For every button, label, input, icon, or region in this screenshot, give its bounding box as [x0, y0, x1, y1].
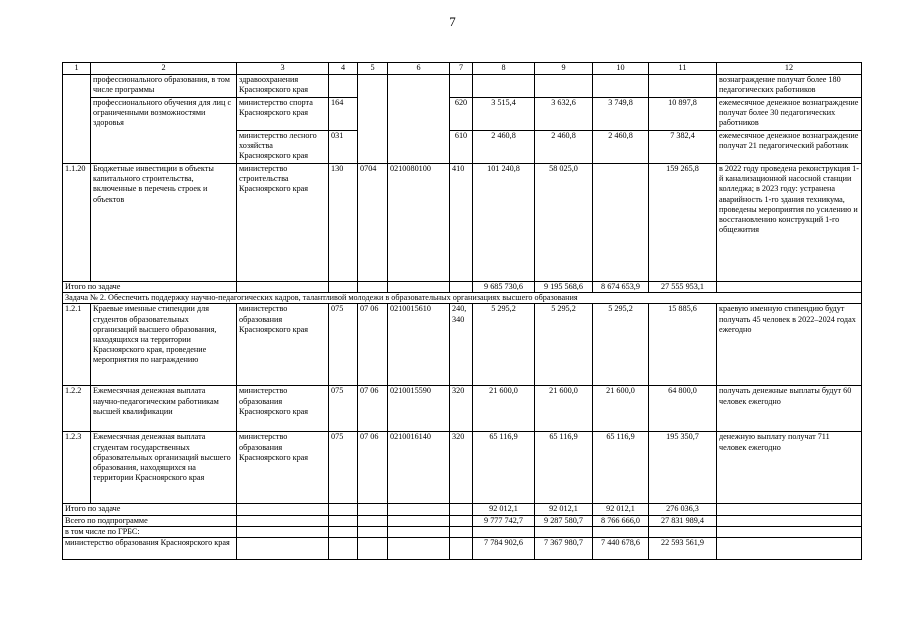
header-cell: 2 [91, 63, 237, 75]
page-number: 7 [449, 14, 456, 29]
header-row [63, 63, 862, 75]
cell-value: 65 116,9 [473, 432, 535, 504]
cell-result: в 2022 году проведена реконструкция 1-й канализационной насосной станции колледжа; в 2023 году: устранена аварийность 1-го здания техникума, проведены мероприятия по усилению и восстановлению конструкций 1-го общежития [717, 164, 862, 282]
cell-result: вознаграждение получат более 180 педагогических работников [717, 75, 862, 98]
cell-value: 65 116,9 [593, 432, 649, 504]
total-value: 92 012,1 [473, 504, 535, 515]
cell-result: денежную выплату получат 711 человек ежегодно [717, 432, 862, 504]
total-value: 7 440 678,6 [593, 538, 649, 560]
total-label: в том числе по ГРБС: [63, 526, 237, 537]
cell-vr: 410 [450, 164, 473, 282]
header-cell: 4 [329, 63, 358, 75]
table-row [63, 98, 862, 131]
cell-vr: 320 [450, 386, 473, 432]
table-row [63, 75, 862, 98]
cell-result: ежемесячное денежное вознаграждение получат 21 педагогический работник [717, 131, 862, 164]
table-row [63, 304, 862, 386]
cell-grbs: здравоохранения Красноярского края [237, 75, 329, 98]
total-row [63, 526, 862, 537]
total-row [63, 504, 862, 515]
cell-rzpr: 07 06 [358, 432, 388, 504]
cell-grbs: министерство строительства Красноярского края [237, 164, 329, 282]
cell-grbs: министерство образования Красноярского края [237, 386, 329, 432]
total-label: министерство образования Красноярского края [63, 538, 237, 560]
cell-value: 2 460,8 [473, 131, 535, 164]
budget-table [62, 62, 862, 560]
total-value: 92 012,1 [593, 504, 649, 515]
total-value: 27 831 989,4 [649, 515, 717, 526]
cell-value: 5 295,2 [535, 304, 593, 386]
table-row [63, 386, 862, 432]
cell-value [593, 164, 649, 282]
cell-csr: 0210080100 [388, 164, 450, 282]
cell-grbs: министерство образования Красноярского края [237, 432, 329, 504]
header-cell: 8 [473, 63, 535, 75]
total-value: 9 195 568,6 [535, 282, 593, 293]
cell-rzpr: 07 06 [358, 386, 388, 432]
cell-code: 130 [329, 164, 358, 282]
cell-value: 2 460,8 [593, 131, 649, 164]
cell-value: 15 885,6 [649, 304, 717, 386]
cell-name: Ежемесячная денежная выплата студентам государственных образовательных организаций высшего образования, находящихся на территории Красноярского края [91, 432, 237, 504]
cell-value: 5 295,2 [593, 304, 649, 386]
cell-rzpr: 07 06 [358, 304, 388, 386]
total-value: 8 766 666,0 [593, 515, 649, 526]
cell-value: 21 600,0 [473, 386, 535, 432]
table-row [63, 432, 862, 504]
total-value: 7 367 980,7 [535, 538, 593, 560]
total-row [63, 538, 862, 560]
cell-result: краевую именную стипендию будут получать 45 человек в 2022–2024 годах ежегодно [717, 304, 862, 386]
cell-csr: 0210015610 [388, 304, 450, 386]
cell-value: 3 515,4 [473, 98, 535, 131]
cell-grbs: министерство образования Красноярского края [237, 304, 329, 386]
total-label: Итого по задаче [63, 282, 237, 293]
total-row [63, 282, 862, 293]
cell-value: 21 600,0 [535, 386, 593, 432]
cell-value: 7 382,4 [649, 131, 717, 164]
header-cell: 9 [535, 63, 593, 75]
total-value: 8 674 653,9 [593, 282, 649, 293]
cell-name: профессионального обучения для лиц с ограниченными возможностями здоровья [91, 98, 237, 164]
cell-value: 21 600,0 [593, 386, 649, 432]
cell-grbs: министерство спорта Красноярского края [237, 98, 329, 131]
cell-number: 1.2.2 [63, 386, 91, 432]
total-value: 9 685 730,6 [473, 282, 535, 293]
header-cell: 12 [717, 63, 862, 75]
cell-code: 075 [329, 432, 358, 504]
header-cell: 6 [388, 63, 450, 75]
cell-value: 195 350,7 [649, 432, 717, 504]
cell-vr: 620 [450, 98, 473, 131]
cell-value: 5 295,2 [473, 304, 535, 386]
total-label: Итого по задаче [63, 504, 237, 515]
cell-name: Краевые именные стипендии для студентов образовательных организаций высшего образования, находящихся на территории Красноярского края, проведение мероприятия по награждению [91, 304, 237, 386]
header-cell: 5 [358, 63, 388, 75]
task-heading-row [63, 293, 862, 304]
cell-value: 3 632,6 [535, 98, 593, 131]
cell-name: Бюджетные инвестиции в объекты капитального строительства, включенные в перечень строек и объектов [91, 164, 237, 282]
total-label: Всего по подпрограмме [63, 515, 237, 526]
cell-result: ежемесячное денежное вознаграждение получат более 30 педагогических работников [717, 98, 862, 131]
table-row [63, 164, 862, 282]
cell-csr: 0210016140 [388, 432, 450, 504]
cell-csr: 0210015590 [388, 386, 450, 432]
total-value: 27 555 953,1 [649, 282, 717, 293]
cell-grbs: министерство лесного хозяйства Красноярского края [237, 131, 329, 164]
cell-value: 58 025,0 [535, 164, 593, 282]
total-value: 9 777 742,7 [473, 515, 535, 526]
cell-number: 1.1.20 [63, 164, 91, 282]
cell-rzpr: 0704 [358, 164, 388, 282]
total-value: 276 036,3 [649, 504, 717, 515]
cell-value: 64 800,0 [649, 386, 717, 432]
total-value: 92 012,1 [535, 504, 593, 515]
cell-number: 1.2.1 [63, 304, 91, 386]
task-heading: Задача № 2. Обеспечить поддержку научно-педагогических кадров, талантливой молодежи в образовательных организациях высшего образования [63, 293, 862, 304]
total-row [63, 515, 862, 526]
cell-vr: 240, 340 [450, 304, 473, 386]
cell-value: 159 265,8 [649, 164, 717, 282]
header-cell: 7 [450, 63, 473, 75]
total-value: 7 784 902,6 [473, 538, 535, 560]
total-value: 22 593 561,9 [649, 538, 717, 560]
header-cell: 3 [237, 63, 329, 75]
header-cell: 1 [63, 63, 91, 75]
cell-result: получать денежные выплаты будут 60 человек ежегодно [717, 386, 862, 432]
cell-code: 164 [329, 98, 358, 131]
total-value: 9 287 580,7 [535, 515, 593, 526]
cell-name: профессионального образования, в том числе программы [91, 75, 237, 98]
cell-number: 1.2.3 [63, 432, 91, 504]
cell-code: 075 [329, 304, 358, 386]
cell-value: 65 116,9 [535, 432, 593, 504]
cell-name: Ежемесячная денежная выплата научно-педагогическим работникам высшей квалификации [91, 386, 237, 432]
cell-value: 2 460,8 [535, 131, 593, 164]
cell-value: 10 897,8 [649, 98, 717, 131]
header-cell: 10 [593, 63, 649, 75]
header-cell: 11 [649, 63, 717, 75]
cell-code: 031 [329, 131, 358, 164]
cell-code: 075 [329, 386, 358, 432]
cell-vr: 610 [450, 131, 473, 164]
cell-vr: 320 [450, 432, 473, 504]
cell-value: 101 240,8 [473, 164, 535, 282]
cell-value: 3 749,8 [593, 98, 649, 131]
